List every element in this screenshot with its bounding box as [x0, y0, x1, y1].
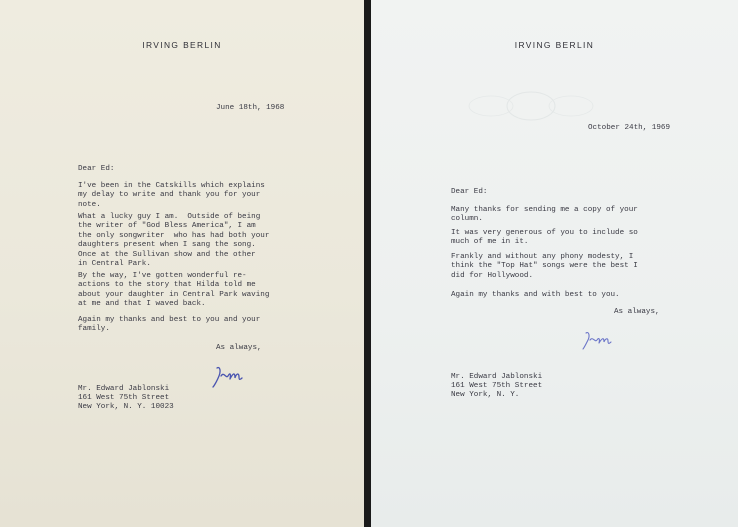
letter-right [371, 0, 738, 527]
address-name: Mr. Edward Jablonski [451, 373, 543, 381]
paragraph-1: Many thanks for sending me a copy of your column. [451, 206, 638, 224]
signature [208, 362, 264, 392]
paragraph-3: By the way, I've gotten wonderful re- actions to the story that Hilda told me about your daughter in Central Park waving at me and that I waved back. [78, 272, 270, 309]
letterhead: IRVING BERLIN [142, 40, 222, 50]
watermark-emblem [451, 86, 611, 126]
address-name: Mr. Edward Jablonski [78, 385, 170, 393]
closing: As always, [614, 308, 660, 316]
divider [364, 0, 371, 527]
letter-date: June 18th, 1968 [216, 104, 285, 112]
signature [577, 328, 633, 354]
letter-left [0, 0, 364, 527]
paragraph-4: Again my thanks and with best to you. [451, 291, 620, 299]
salutation: Dear Ed: [78, 165, 115, 173]
address-city: New York, N. Y. [451, 391, 520, 399]
address-city: New York, N. Y. 10023 [78, 403, 174, 411]
salutation: Dear Ed: [451, 188, 488, 196]
paragraph-2: It was very generous of you to include so much of me in it. [451, 229, 638, 247]
paragraph-2: What a lucky guy I am. Outside of being the writer of "God Bless America", I am the only songwriter who has had both your daughters present when I sang the song. Once at the Sullivan show and the other in Central Park. [78, 213, 270, 269]
paragraph-3: Frankly and without any phony modesty, I think the "Top Hat" songs were the best I did for Hollywood. [451, 253, 638, 280]
paragraph-4: Again my thanks and best to you and your family. [78, 316, 261, 334]
paragraph-1: I've been in the Catskills which explains my delay to write and thank you for your note. [78, 182, 265, 209]
letterhead: IRVING BERLIN [514, 40, 595, 50]
address-street: 161 West 75th Street [78, 394, 170, 402]
closing: As always, [216, 344, 262, 352]
address-street: 161 West 75th Street [451, 382, 543, 390]
letter-date: October 24th, 1969 [588, 124, 671, 132]
